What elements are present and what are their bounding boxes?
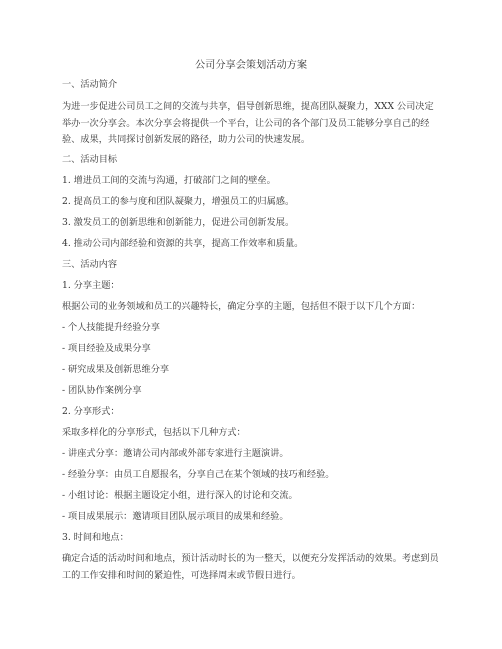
topic-item: - 研究成果及创新思维分享 [62, 364, 170, 375]
goal-item: 4. 推动公司内部经验和资源的共享，提高工作效率和质量。 [62, 238, 304, 249]
subheading-topic: 1. 分享主题： [62, 280, 120, 291]
format-paragraph: 采取多样化的分享形式，包括以下几种方式： [62, 427, 246, 438]
section-heading-intro: 一、活动简介 [62, 79, 118, 90]
format-item: - 小组讨论：根据主题设定小组，进行深入的讨论和交流。 [62, 490, 298, 501]
goal-item: 2. 提高员工的参与度和团队凝聚力，增强员工的归属感。 [62, 196, 295, 207]
format-item: - 经验分享：由员工自愿报名，分享自己在某个领域的技巧和经验。 [62, 469, 335, 480]
goal-item: 1. 增进员工间的交流与沟通，打破部门之间的壁垒。 [62, 175, 276, 186]
format-item: - 项目成果展示：邀请项目团队展示项目的成果和经验。 [62, 511, 289, 522]
intro-paragraph: 为进一步促进公司员工之间的交流与共享，倡导创新思维，提高团队凝聚力，XXX 公司决定举办一次分享会。本次分享会将提供一个平台，让公司的各个部门及员工能够分享自己的经验、成果，共同探讨创新发展的路径，助力公司的快速发展。 [62, 101, 434, 145]
goal-item: 3. 激发员工的创新思维和创新能力，促进公司创新发展。 [62, 217, 295, 228]
time-place-paragraph: 确定合适的活动时间和地点，预计活动时长的为一整天，以便充分发挥活动的效果。考虑到员工的工作安排和时间的紧迫性，可选择周末或节假日进行。 [62, 553, 439, 581]
page-title: 公司分享会策划活动方案 [194, 60, 308, 71]
topic-item: - 项目经验及成果分享 [62, 343, 151, 354]
format-item: - 讲座式分享：邀请公司内部或外部专家进行主题演讲。 [62, 448, 289, 459]
section-heading-content: 三、活动内容 [62, 259, 118, 270]
section-heading-goals: 二、活动目标 [62, 154, 118, 165]
topic-item: - 团队协作案例分享 [62, 385, 142, 396]
topic-item: - 个人技能提升经验分享 [62, 322, 160, 333]
topic-paragraph: 根据公司的业务领域和员工的兴趣特长，确定分享的主题，包括但不限于以下几个方面： [62, 301, 421, 312]
subheading-time-place: 3. 时间和地点： [62, 532, 129, 543]
subheading-format: 2. 分享形式： [62, 406, 120, 417]
